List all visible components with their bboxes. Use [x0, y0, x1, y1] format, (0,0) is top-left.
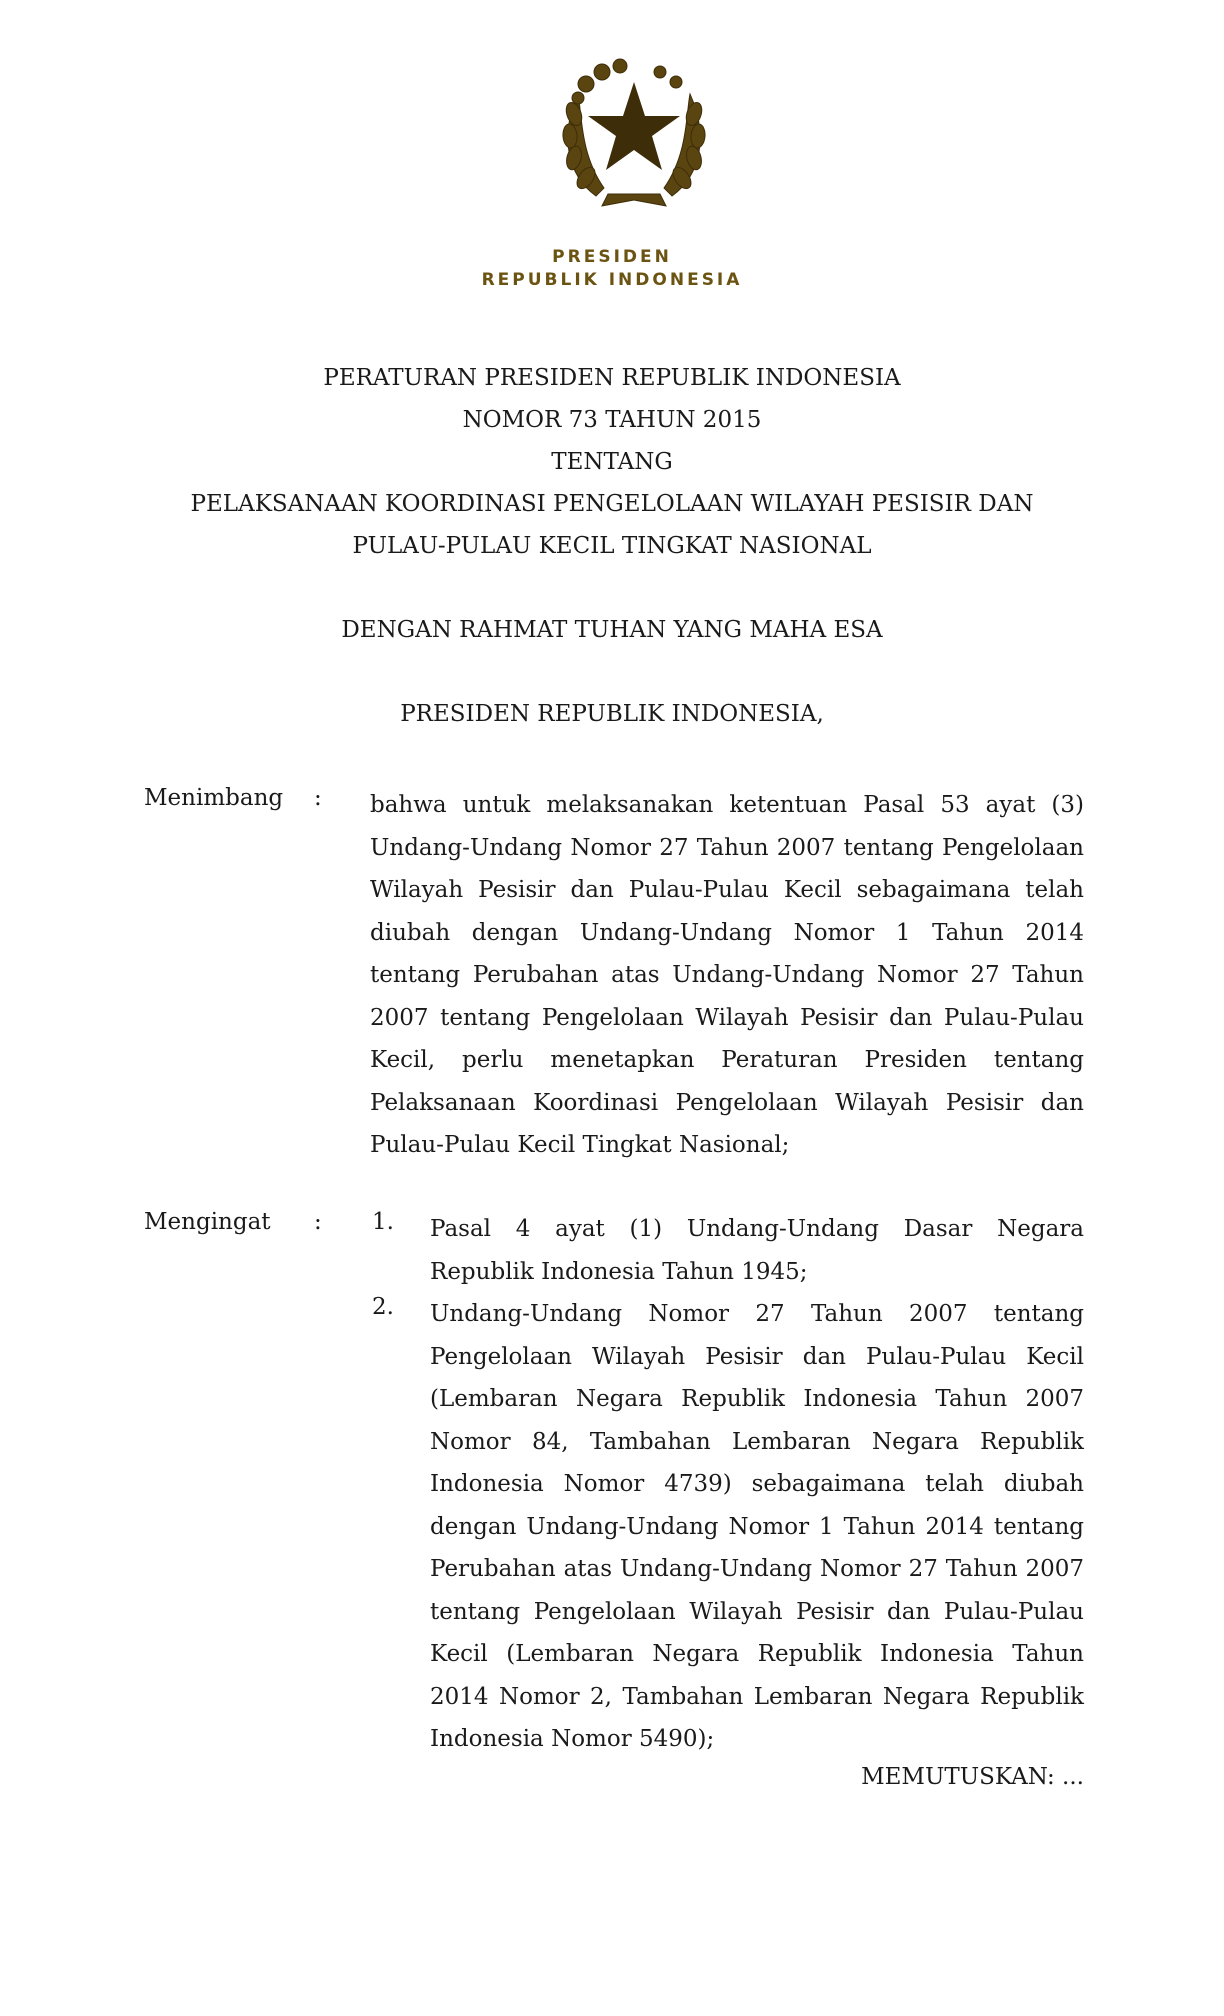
regulation-subject-line-1: PELAKSANAAN KOORDINASI PENGELOLAAN WILAYAH PESISIR DAN — [190, 491, 1034, 517]
seal-caption-presiden: PRESIDEN — [552, 247, 672, 267]
seal-caption-republik-indonesia: REPUBLIK INDONESIA — [481, 270, 743, 290]
blessing-line: DENGAN RAHMAT TUHAN YANG MAHA ESA — [341, 617, 883, 643]
continuation-catchword: MEMUTUSKAN: ... — [861, 1764, 1084, 1790]
regulation-type: PERATURAN PRESIDEN REPUBLIK INDONESIA — [323, 365, 901, 391]
garuda-star-wreath-emblem-icon — [556, 54, 712, 212]
mengingat-label: Mengingat — [144, 1209, 271, 1235]
regulation-number: NOMOR 73 TAHUN 2015 — [462, 407, 762, 433]
menimbang-text: bahwa untuk melaksanakan ketentuan Pasal 53 ayat (3) Undang-Undang Nomor 27 Tahun 2007 tentang Pengelolaan Wilayah Pesisir dan Pulau-Pulau Kecil sebagaimana telah diubah dengan Undang-Undang Nomor 1 Tahun 2014 tentang Perubahan atas Undang-Undang Nomor 27 Tahun 2007 tentang Pengelolaan Wilayah Pesisir dan Pulau-Pulau Kecil, perlu menetapkan Peraturan Presiden tentang Pelaksanaan Koordinasi Pengelolaan Wilayah Pesisir dan Pulau-Pulau Kecil Tingkat Nasional; — [370, 792, 1084, 1158]
mengingat-colon: : — [314, 1209, 322, 1235]
regulation-subject-line-2: PULAU-PULAU KECIL TINGKAT NASIONAL — [352, 533, 872, 559]
menimbang-colon: : — [314, 785, 322, 811]
mengingat-item-number: 2. — [372, 1294, 394, 1320]
mengingat-item-number: 1. — [372, 1209, 394, 1235]
issuer-line: PRESIDEN REPUBLIK INDONESIA, — [400, 701, 824, 727]
menimbang-label: Menimbang — [144, 785, 284, 811]
mengingat-item-text: Pasal 4 ayat (1) Undang-Undang Dasar Negara Republik Indonesia Tahun 1945; — [430, 1216, 1084, 1285]
mengingat-item-text: Undang-Undang Nomor 27 Tahun 2007 tentang Pengelolaan Wilayah Pesisir dan Pulau-Pulau Kecil (Lembaran Negara Republik Indonesia Tahun 2007 Nomor 84, Tambahan Lembaran Negara Republik Indonesia Nomor 4739) sebagaimana telah diubah dengan Undang-Undang Nomor 1 Tahun 2014 tentang Perubahan atas Undang-Undang Nomor 27 Tahun 2007 tentang Pengelolaan Wilayah Pesisir dan Pulau-Pulau Kecil (Lembaran Negara Republik Indonesia Tahun 2014 Nomor 2, Tambahan Lembaran Negara Republik Indonesia Nomor 5490); — [430, 1301, 1084, 1752]
regulation-tentang: TENTANG — [551, 449, 673, 475]
